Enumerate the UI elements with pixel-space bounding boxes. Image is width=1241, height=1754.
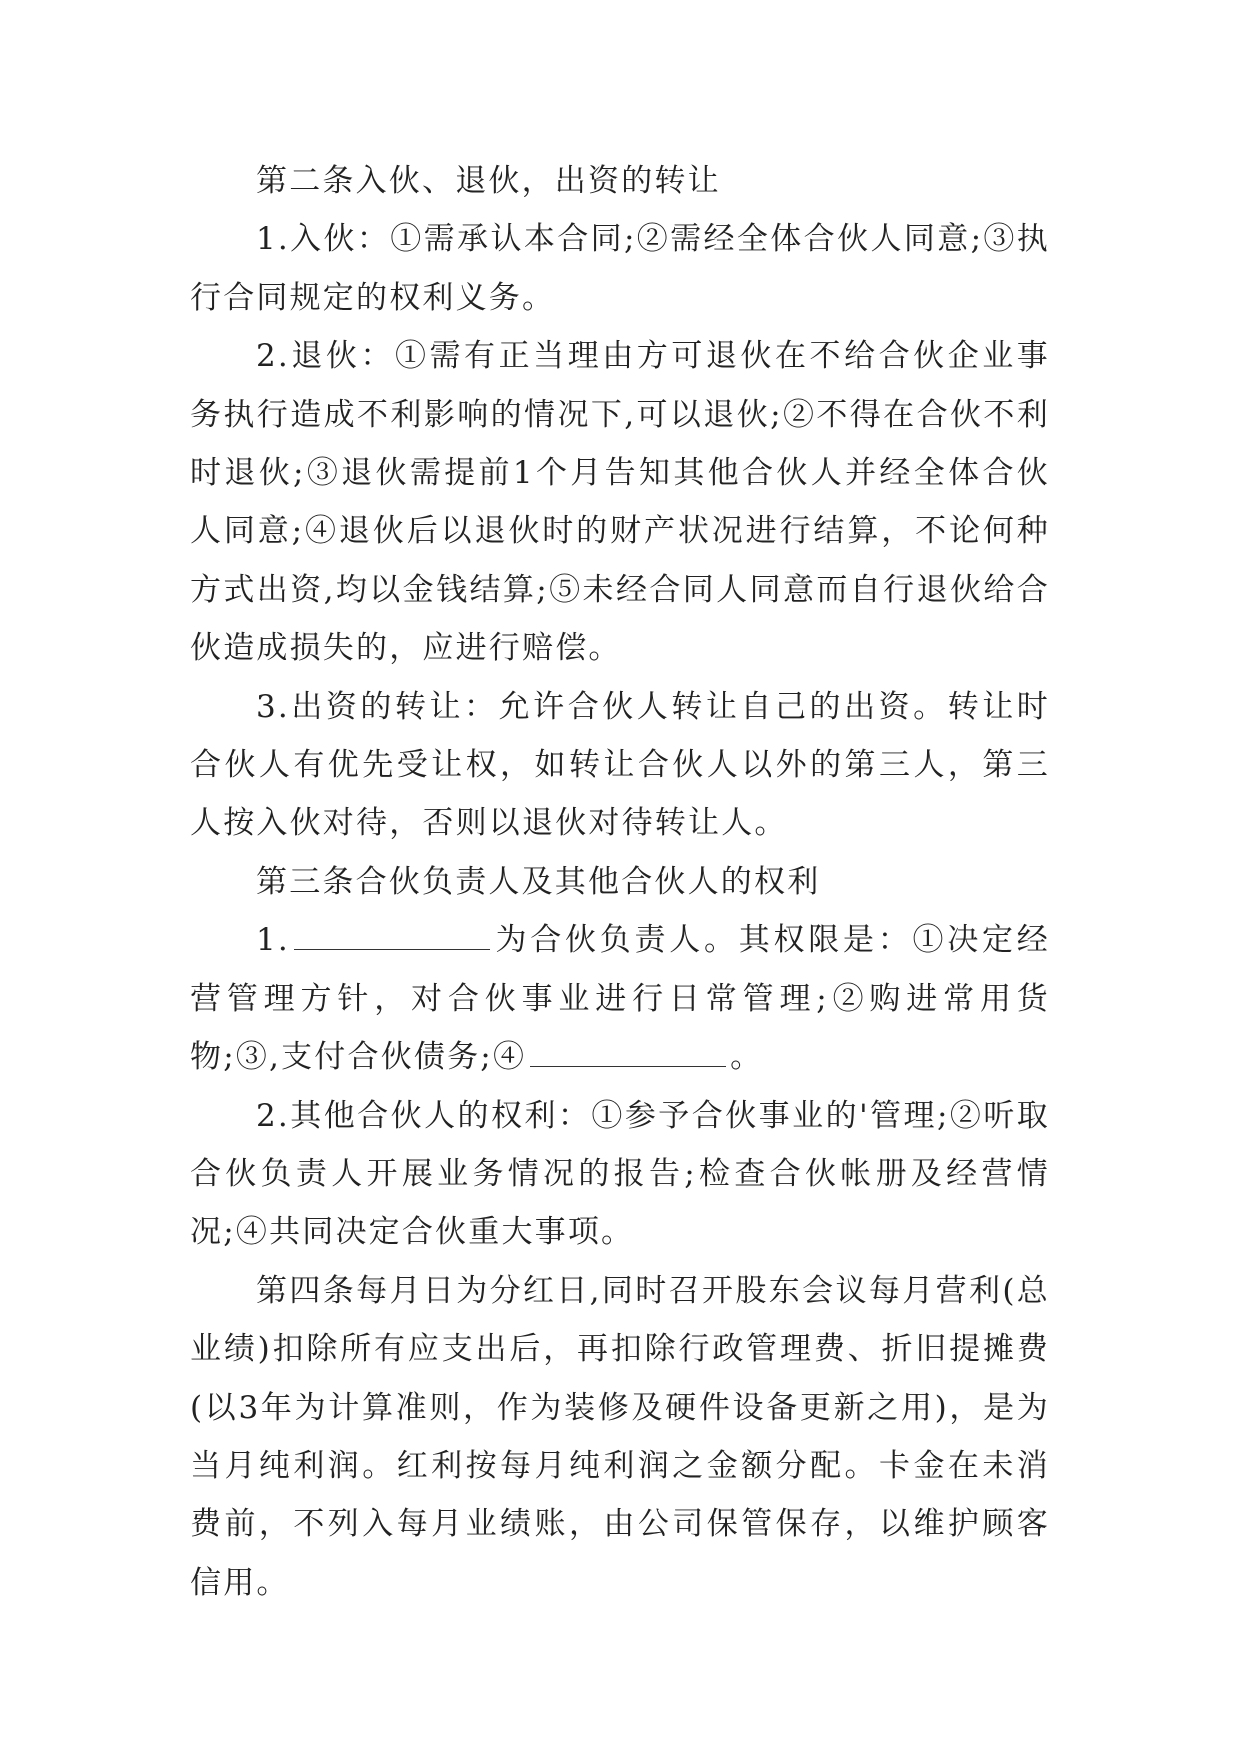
clause-partner-in-charge	[190, 911, 1050, 1086]
fill-in-blank-authority-4	[530, 1036, 726, 1067]
clause-number: 1.	[256, 922, 290, 959]
clause-end-punct: 。	[730, 1039, 764, 1076]
article-3-heading: 第三条合伙负责人及其他合伙人的权利	[256, 863, 821, 900]
document-body	[190, 152, 1050, 1612]
clause-partner-in-charge-text: 为合伙负责人。其权限是：①决定经营管理方针，对合伙事业进行日常管理;②购进常用货物;③,支付合伙债务;④	[190, 922, 1050, 1076]
clause-withdrawal: 2.退伙：①需有正当理由方可退伙在不给合伙企业事务执行造成不利影响的情况下,可以退伙;②不得在合伙不利时退伙;③退伙需提前1个月告知其他合伙人并经全体合伙人同意;④退伙后以退伙时的财产状况进行结算，不论何种方式出资,均以金钱结算;⑤未经合同人同意而自行退伙给合伙造成损失的，应进行赔偿。	[190, 338, 1050, 667]
clause-joining: 1.入伙：①需承认本合同;②需经全体合伙人同意;③执行合同规定的权利义务。	[190, 221, 1050, 316]
fill-in-blank-responsible-partner	[294, 919, 490, 950]
article-4-dividends: 第四条每月日为分红日,同时召开股东会议每月营利(总业绩)扣除所有应支出后，再扣除行政管理费、折旧提摊费(以3年为计算准则，作为装修及硬件设备更新之用)，是为当月纯利润。红利按每月纯利润之金额分配。卡金在未消费前，不列入每月业绩账，由公司保管保存，以维护顾客信用。	[190, 1272, 1050, 1601]
clause-other-partners-rights: 2.其他合伙人的权利：①参予合伙事业的'管理;②听取合伙负责人开展业务情况的报告;检查合伙帐册及经营情况;④共同决定合伙重大事项。	[190, 1097, 1050, 1251]
article-2-heading: 第二条入伙、退伙，出资的转让	[256, 163, 721, 199]
clause-capital-transfer: 3.出资的转让：允许合伙人转让自己的出资。转让时合伙人有优先受让权，如转让合伙人以外的第三人，第三人按入伙对待，否则以退伙对待转让人。	[190, 688, 1050, 842]
